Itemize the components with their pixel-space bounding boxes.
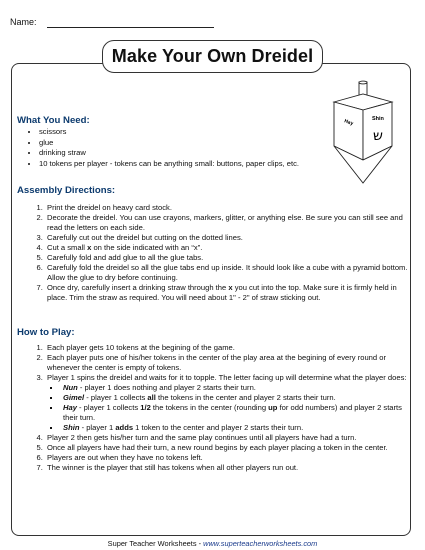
list-item: 4. Cut a small x on the side indicated with an “x”. [45, 243, 417, 253]
list-item: 7. The winner is the player that still has tokens when all other players run out. [45, 463, 417, 473]
rule-gimel: ▪ Gimel - player 1 collects all the tokens in the center and player 2 starts their turn. [61, 393, 417, 403]
list-item: 2. Each player puts one of his/her tokens in the center of the play area at the begining of every round or whenever the center is empty of tokens. [45, 353, 417, 373]
list-item: 1. Each player gets 10 tokens at the begining of the game. [45, 343, 417, 353]
assembly-steps [30, 203, 417, 303]
list-item: 5. Once all players have had their turn, a new round begins by each player placing a token in the center. [45, 443, 417, 453]
assembly-heading: Assembly Directions: [17, 185, 116, 196]
name-line[interactable] [47, 27, 214, 28]
supplies-list [29, 127, 299, 169]
list-item: 4. Player 2 then gets his/her turn and the same play continues until all players have had a turn. [45, 433, 417, 443]
list-item: 6. Players are out when they have no tokens left. [45, 453, 417, 463]
how-to-play-heading: How to Play: [17, 327, 75, 338]
list-item: 7. Once dry, carefully insert a drinking straw through the x you cut into the top. Make sure it is firmly held in place. Trim the straw as required. You will need about 1" - 2" of straw sticking out. [45, 283, 417, 303]
footer-link[interactable]: www.superteacherworksheets.com [203, 539, 318, 548]
list-item: 2. Decorate the dreidel. You can use crayons, markers, glitter, or anything else. Be sure you can still see and read the letters on each side. [45, 213, 417, 233]
list-item: • glue [39, 138, 299, 149]
list-item: 1. Print the dreidel on heavy card stock. [45, 203, 417, 213]
page-title: Make Your Own Dreidel [111, 46, 314, 66]
list-item: 5. Carefully fold and add glue to all the glue tabs. [45, 253, 417, 263]
dreidel-hebrew-shin: ש [373, 128, 383, 144]
dreidel-illustration [330, 80, 408, 185]
rule-nun: ▪ Nun - player 1 does nothing and player 2 starts their turn. [61, 383, 417, 393]
title-box [102, 40, 323, 73]
list-item: 6. Carefully fold the dreidel so all the glue tabs end up inside. It should look like a cube with a pyramid bottom. Allow the glue to dry before continuing. [45, 263, 417, 283]
play-steps [30, 343, 417, 473]
what-you-need-heading: What You Need: [17, 115, 90, 126]
list-item: • drinking straw [39, 148, 299, 159]
dreidel-letter-shin: Shin [372, 116, 384, 122]
name-label: Name: [10, 17, 37, 27]
list-item: • scissors [39, 127, 299, 138]
letter-rules [47, 383, 417, 433]
list-item: • 10 tokens per player - tokens can be anything small: buttons, paper clips, etc. [39, 159, 299, 170]
list-item: 3. Carefully cut out the dreidel but cutting on the dotted lines. [45, 233, 417, 243]
dreidel-letter-hay: Hay [343, 118, 355, 128]
footer [0, 539, 425, 548]
rule-shin: ▪ Shin - player 1 adds 1 token to the center and player 2 starts their turn. [61, 423, 417, 433]
footer-prefix: Super Teacher Worksheets - [107, 539, 204, 548]
rule-hay: ▪ Hay - player 1 collects 1/2 the tokens in the center (rounding up for odd numbers) and player 2 starts their turn. [61, 403, 417, 423]
list-item: 3. Player 1 spins the dreidel and waits for it to topple. The letter facing up will determine what the player does: ▪ Nun - player 1 does nothing and player 2 starts their turn. ▪ Gimel - player 1 collects all the tokens in the center and player 2 starts their turn. ▪ Hay - player 1 collects 1/2 the tokens in the center (rounding up for odd numbers) and player 2 starts their turn. ▪ Shin - player 1 adds 1 token to the center and player 2 starts their turn. [45, 373, 417, 433]
